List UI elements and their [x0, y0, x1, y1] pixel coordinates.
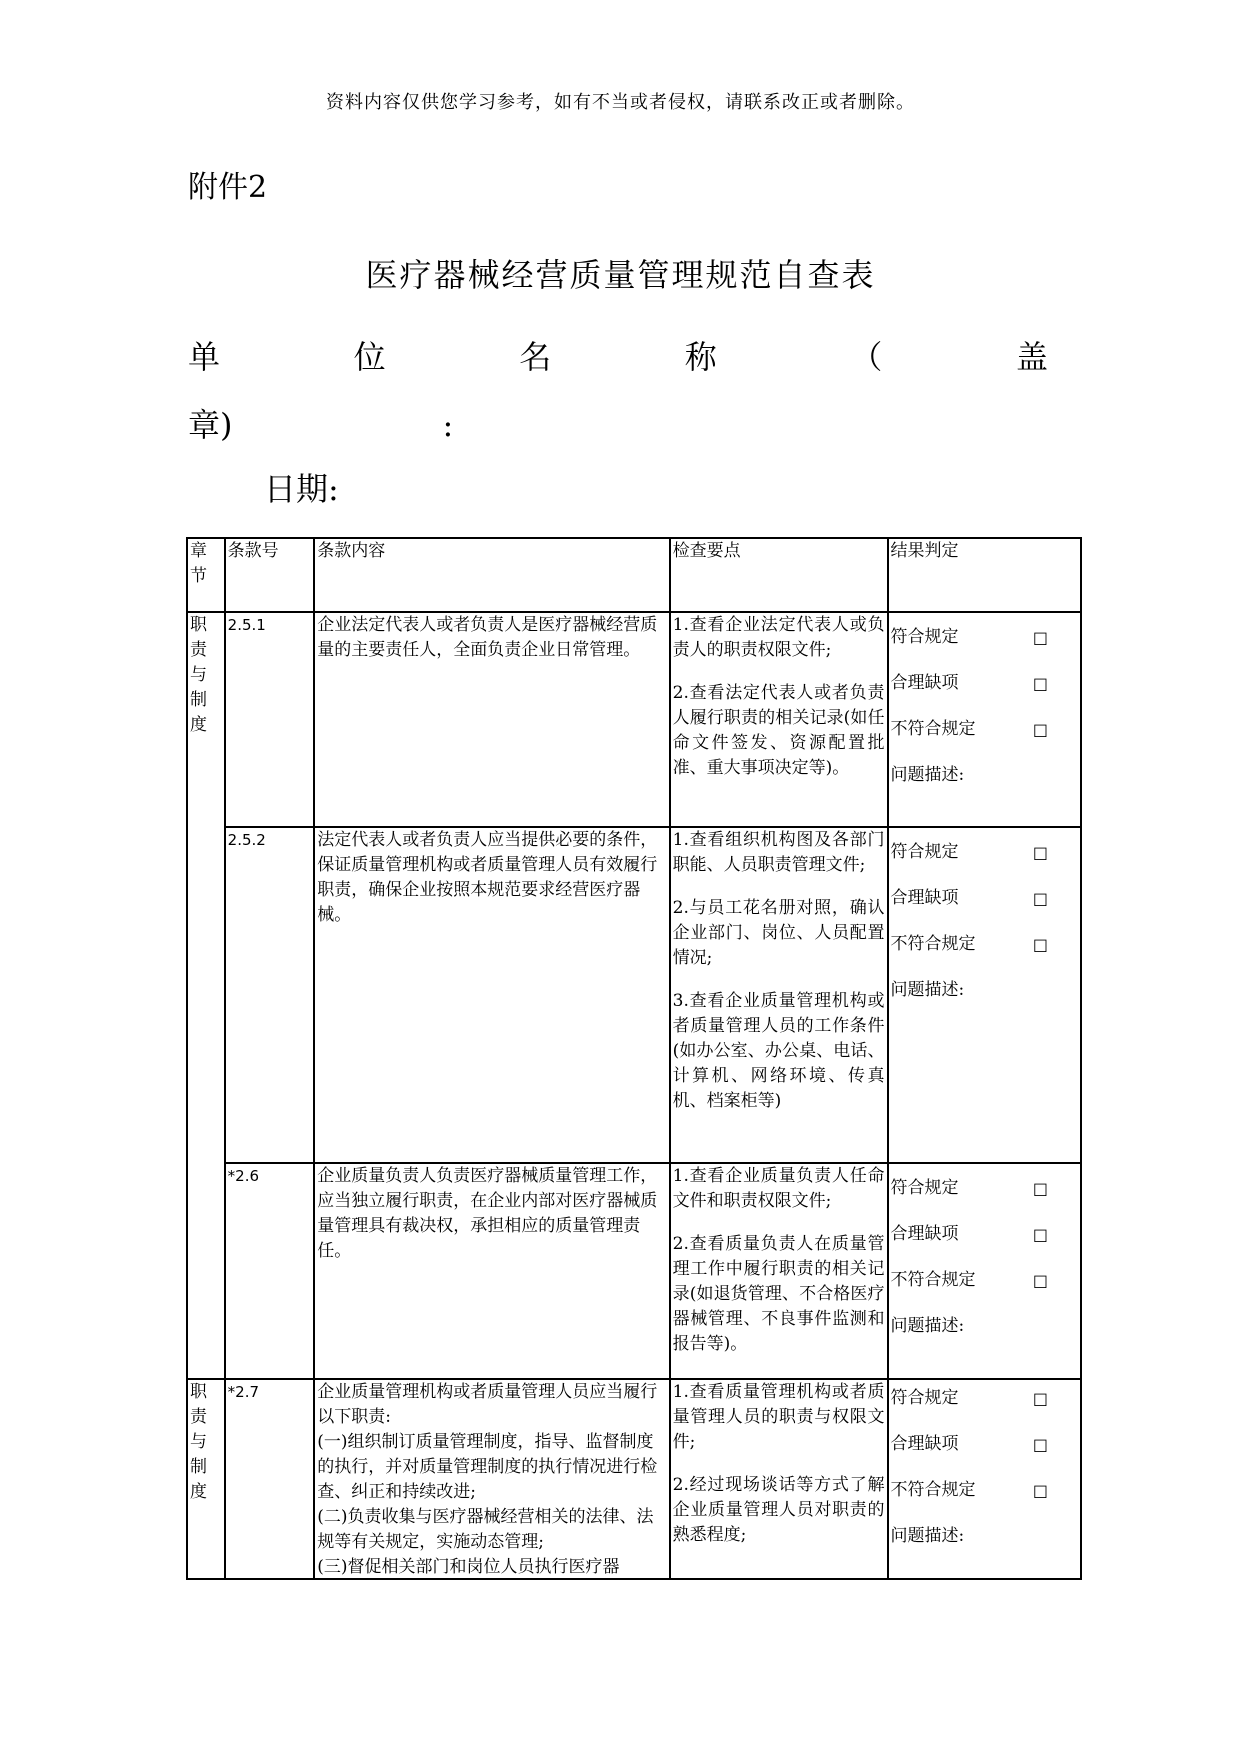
- chapter-cell: 职责与制度: [187, 1379, 225, 1579]
- unit-char: 单: [188, 338, 221, 376]
- result-option[interactable]: [891, 717, 1078, 742]
- problem-description-label: 问题描述:: [890, 1526, 965, 1546]
- checkbox-icon[interactable]: □: [1032, 1225, 1048, 1244]
- checkbox-icon[interactable]: □: [1032, 1435, 1048, 1454]
- check-points: [670, 1379, 888, 1579]
- check-item: 2.查看质量负责人在质量管理工作中履行职责的相关记录(如退货管理、不合格医疗器械管理、不良事件监测和报告等)。: [672, 1234, 885, 1354]
- unit-char: 名: [519, 338, 552, 376]
- result-option[interactable]: [891, 1176, 1078, 1201]
- disclaimer-text: 资料内容仅供您学习参考，如有不当或者侵权，请联系改正或者删除。: [326, 92, 915, 113]
- problem-description-label: 问题描述:: [890, 765, 965, 785]
- result-option-label: 符合规定: [890, 1178, 959, 1198]
- check-points: [670, 1163, 888, 1379]
- result-option[interactable]: [891, 1222, 1078, 1247]
- result-option[interactable]: [891, 1432, 1078, 1457]
- unit-name-line-continued: [188, 400, 453, 446]
- clause-number: *2.6: [225, 1163, 315, 1379]
- check-item: 3.查看企业质量管理机构或者质量管理人员的工作条件(如办公室、办公桌、电话、计算机、网络环境、传真机、档案柜等): [672, 991, 885, 1111]
- result-option[interactable]: [891, 625, 1078, 650]
- self-check-table: [186, 537, 1082, 1580]
- clause-content-line: (三)督促相关部门和岗位人员执行医疗器: [317, 1557, 620, 1575]
- checkbox-icon[interactable]: □: [1032, 1179, 1048, 1198]
- result-option-label: 不符合规定: [890, 719, 976, 739]
- check-points: [670, 827, 888, 1163]
- annex-label: 附件2: [188, 170, 268, 205]
- header-check: 检查要点: [670, 538, 888, 612]
- table-header-row: [187, 538, 1081, 612]
- checkbox-icon[interactable]: □: [1032, 889, 1048, 908]
- clause-content-line: 企业质量管理机构或者质量管理人员应当履行以下职责:: [317, 1382, 658, 1427]
- checkbox-icon[interactable]: □: [1032, 1481, 1048, 1500]
- table-row: [187, 1163, 1081, 1379]
- check-item: 1.查看质量管理机构或者质量管理人员的职责与权限文件;: [672, 1382, 885, 1452]
- check-item: 1.查看组织机构图及各部门职能、人员职责管理文件;: [672, 830, 885, 875]
- header-content: 条款内容: [314, 538, 669, 612]
- check-item: 2.与员工花名册对照，确认企业部门、岗位、人员配置情况;: [672, 898, 885, 968]
- result-option-label: 不符合规定: [890, 1270, 976, 1290]
- table-row: [187, 612, 1081, 827]
- checkbox-icon[interactable]: □: [1032, 1389, 1048, 1408]
- clause-content: 企业质量负责人负责医疗器械质量管理工作，应当独立履行职责，在企业内部对医疗器械质量管理具有裁决权，承担相应的质量管理责任。: [314, 1163, 669, 1379]
- check-item: 1.查看企业法定代表人或负责人的职责权限文件;: [672, 615, 885, 660]
- clause-content: 法定代表人或者负责人应当提供必要的条件，保证质量管理机构或者质量管理人员有效履行职责，确保企业按照本规范要求经营医疗器械。: [314, 827, 669, 1163]
- result-option[interactable]: [891, 840, 1078, 865]
- checkbox-icon[interactable]: □: [1032, 720, 1048, 739]
- checkbox-icon[interactable]: □: [1032, 674, 1048, 693]
- result-option-label: 不符合规定: [890, 934, 976, 954]
- result-option-label: 不符合规定: [890, 1480, 976, 1500]
- header-result: 结果判定: [888, 538, 1081, 612]
- clause-content-line: (二)负责收集与医疗器械经营相关的法律、法规等有关规定，实施动态管理;: [317, 1507, 654, 1552]
- clause-content: 企业法定代表人或者负责人是医疗器械经营质量的主要责任人，全面负责企业日常管理。: [314, 612, 669, 827]
- header-chapter: 章节: [187, 538, 225, 612]
- date-label: 日期:: [264, 470, 339, 508]
- result-cell: [888, 1379, 1081, 1579]
- seal-label: 章): [188, 406, 233, 444]
- checkbox-icon[interactable]: □: [1032, 843, 1048, 862]
- check-points: [670, 612, 888, 827]
- header-clause: 条款号: [225, 538, 315, 612]
- result-cell: [888, 827, 1081, 1163]
- document-title: 医疗器械经营质量管理规范自查表: [365, 256, 876, 294]
- checkbox-icon[interactable]: □: [1032, 935, 1048, 954]
- unit-char: 位: [353, 338, 386, 376]
- result-option[interactable]: [891, 671, 1078, 696]
- unit-char: 盖: [1015, 338, 1048, 376]
- unit-char: 称: [684, 338, 717, 376]
- check-item: 2.经过现场谈话等方式了解企业质量管理人员对职责的熟悉程度;: [672, 1475, 885, 1545]
- result-option-label: 合理缺项: [890, 888, 959, 908]
- check-item: 1.查看企业质量负责人任命文件和职责权限文件;: [672, 1166, 885, 1211]
- clause-content: [314, 1379, 669, 1579]
- result-option-label: 符合规定: [890, 842, 959, 862]
- problem-description-label: 问题描述:: [890, 980, 965, 1000]
- result-option[interactable]: [891, 886, 1078, 911]
- check-item: 2.查看法定代表人或者负责人履行职责的相关记录(如任命文件签发、资源配置批准、重大事项决定等)。: [672, 683, 885, 778]
- checkbox-icon[interactable]: □: [1032, 628, 1048, 647]
- result-option-label: 符合规定: [890, 627, 959, 647]
- unit-name-line: [188, 332, 1048, 378]
- result-option[interactable]: [891, 1478, 1078, 1503]
- table-row: [187, 827, 1081, 1163]
- result-option-label: 合理缺项: [890, 1434, 959, 1454]
- result-cell: [888, 612, 1081, 827]
- result-option[interactable]: [891, 932, 1078, 957]
- clause-content-line: (一)组织制订质量管理制度，指导、监督制度的执行，并对质量管理制度的执行情况进行检查、纠正和持续改进;: [317, 1432, 658, 1502]
- clause-number: *2.7: [225, 1379, 315, 1579]
- result-option[interactable]: [891, 1386, 1078, 1411]
- result-option-label: 合理缺项: [890, 1224, 959, 1244]
- unit-colon: :: [442, 406, 454, 444]
- checkbox-icon[interactable]: □: [1032, 1271, 1048, 1290]
- clause-number: 2.5.1: [225, 612, 315, 827]
- result-cell: [888, 1163, 1081, 1379]
- clause-number: 2.5.2: [225, 827, 315, 1163]
- problem-description-label: 问题描述:: [890, 1316, 965, 1336]
- chapter-cell: 职责与制度: [187, 612, 225, 1379]
- unit-char: （: [850, 338, 883, 376]
- result-option[interactable]: [891, 1268, 1078, 1293]
- result-option-label: 符合规定: [890, 1388, 959, 1408]
- table-row: [187, 1379, 1081, 1579]
- result-option-label: 合理缺项: [890, 673, 959, 693]
